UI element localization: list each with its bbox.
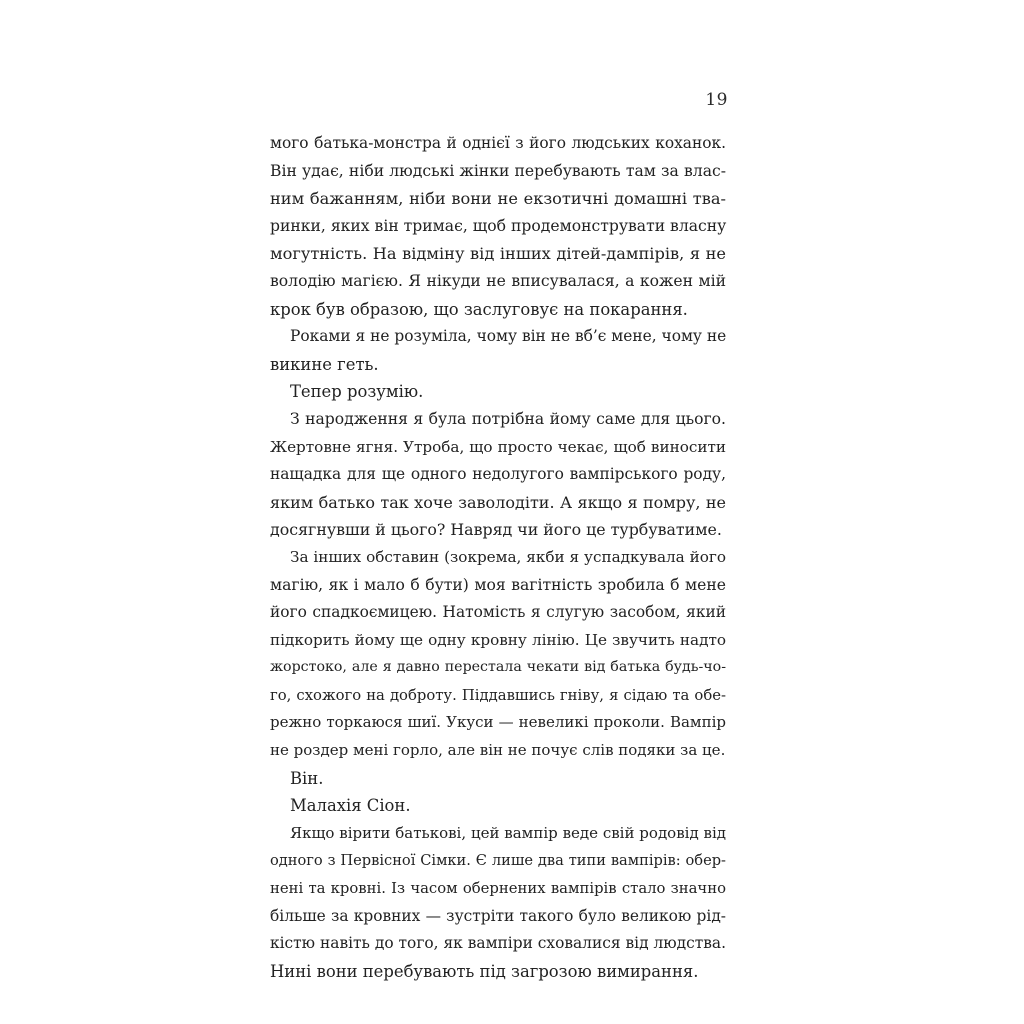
text-line: Тепер розумію. bbox=[290, 382, 424, 402]
text-line: більше за кровних — зустріти такого було великою рід- bbox=[270, 906, 726, 925]
text-line: нащадка для ще одного недолугого вампірського роду, bbox=[270, 465, 726, 484]
text-line: Він. bbox=[290, 768, 324, 788]
text-line: З народження я була потрібна йому саме для цього. bbox=[290, 409, 726, 428]
text-line: кістю навіть до того, як вампіри сховалися від людства. bbox=[270, 934, 726, 953]
text-line: могутність. На відміну від інших дітей-дампірів, я не bbox=[270, 244, 726, 264]
page-number: 19 bbox=[705, 90, 728, 110]
body-text bbox=[270, 130, 726, 985]
text-line: Жертовне ягня. Утроба, що просто чекає, щоб виносити bbox=[270, 437, 726, 456]
text-line: За інших обставин (зокрема, якби я успадкувала його bbox=[290, 547, 726, 566]
text-line: режно торкаюся шиї. Укуси — невеликі проколи. Вампір bbox=[270, 713, 726, 732]
text-line: Малахія Сіон. bbox=[290, 796, 411, 816]
text-line: мого батька-монстра й однієї з його людських коханок. bbox=[270, 134, 726, 152]
text-line: викине геть. bbox=[270, 354, 379, 374]
text-line: Роками я не розуміла, чому він не вб’є мене, чому не bbox=[290, 327, 727, 346]
text-line: ринки, яких він тримає, щоб продемонструвати власну bbox=[270, 216, 727, 235]
text-line: не роздер мені горло, але він не почує слів подяки за це. bbox=[270, 741, 726, 760]
text-line: володію магією. Я нікуди не вписувалася, а кожен мій bbox=[270, 271, 726, 290]
text-line: ним бажанням, ніби вони не екзотичні домашні тва- bbox=[270, 189, 726, 209]
text-line: одного з Первісної Сімки. Є лише два типи вампірів: обер- bbox=[270, 852, 726, 870]
text-line: підкорить йому ще одну кровну лінію. Це звучить надто bbox=[270, 630, 726, 649]
text-line: нені та кровні. Із часом обернених вампірів стало значно bbox=[270, 880, 726, 898]
text-line: магію, як і мало б бути) моя вагітність зробила б мене bbox=[270, 575, 726, 594]
text-line: яким батько так хоче заволодіти. А якщо я помру, не bbox=[270, 492, 726, 512]
text-line: Нині вони перебувають під загрозою вимирання. bbox=[270, 961, 699, 981]
text-line: жорстоко, але я давно перестала чекати від батька будь-чо- bbox=[270, 659, 726, 676]
text-line: Він удає, ніби людські жінки перебувають там за влас- bbox=[270, 161, 726, 180]
text-line: крок був образою, що заслуговує на покарання. bbox=[270, 299, 688, 319]
text-line: го, схожого на доброту. Піддавшись гніву, я сідаю та обе- bbox=[270, 686, 726, 704]
text-line: досягнувши й цього? Навряд чи його це турбуватиме. bbox=[270, 520, 722, 540]
text-line: Якщо вірити батькові, цей вампір веде свій родовід від bbox=[290, 823, 726, 842]
text-line: його спадкоємицею. Натомість я слугую засобом, який bbox=[270, 603, 726, 622]
